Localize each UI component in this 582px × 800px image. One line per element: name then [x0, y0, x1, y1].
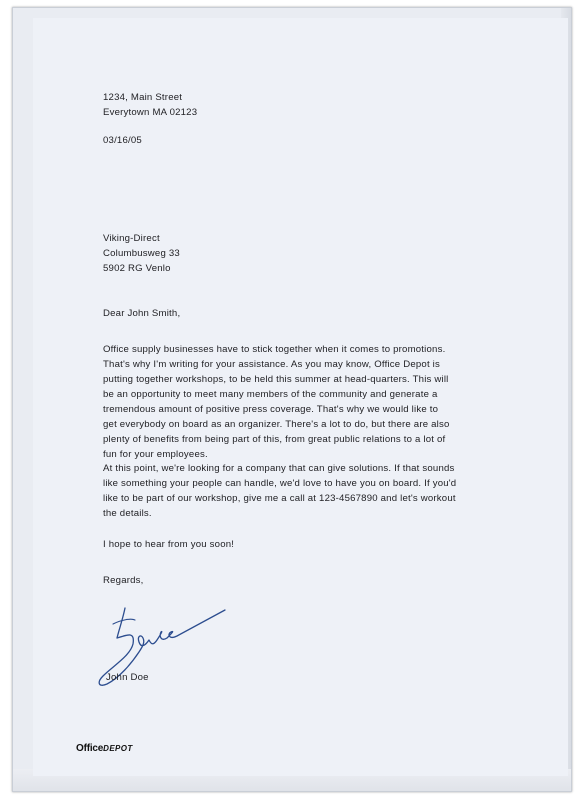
- body-line: plenty of benefits from being part of this, from great public relations to a lot of: [103, 434, 446, 445]
- body-paragraph-3: I hope to hear from you soon!: [103, 539, 235, 550]
- letter-paper: [33, 18, 568, 776]
- body-line: tremendous amount of positive press coverage. That's why we would like to: [103, 404, 439, 415]
- closing: Regards,: [103, 575, 144, 586]
- body-line: like to be part of our workshop, give me a call at 123-4567890 and let's workout: [103, 493, 456, 504]
- body-line: get everybody on board as an organizer. There's a lot to do, but there are also: [103, 419, 450, 430]
- body-paragraph-2: [103, 461, 523, 521]
- body-line: fun for your employees.: [103, 449, 208, 460]
- salutation: Dear John Smith,: [103, 308, 181, 319]
- body-line: be an opportunity to meet many members of the community and generate a: [103, 389, 438, 400]
- body-paragraph-1: [103, 342, 523, 462]
- recipient-city: 5902 RG Venlo: [103, 263, 171, 274]
- letter-date: 03/16/05: [103, 135, 142, 146]
- body-line: like something your people can handle, we'd love to have you on board. If you'd: [103, 478, 457, 489]
- sender-city: Everytown MA 02123: [103, 107, 198, 118]
- body-line: That's why I'm writing for your assistance. As you may know, Office Depot is: [103, 359, 441, 370]
- recipient-company: Viking-Direct: [103, 233, 160, 244]
- logo-office-text: Office: [76, 743, 104, 754]
- body-line: Office supply businesses have to stick together when it comes to promotions.: [103, 344, 446, 355]
- body-line: At this point, we're looking for a company that can give solutions. If that sounds: [103, 463, 455, 474]
- sender-street: 1234, Main Street: [103, 92, 183, 103]
- body-line: putting together workshops, to be held this summer at head-quarters. This will: [103, 374, 449, 385]
- body-line: the details.: [103, 508, 152, 519]
- logo-depot-text: DEPOT: [103, 744, 133, 753]
- plastic-sleeve: [12, 7, 572, 792]
- office-depot-logo: [76, 743, 133, 754]
- signature-name: John Doe: [106, 672, 149, 683]
- recipient-street: Columbusweg 33: [103, 248, 180, 259]
